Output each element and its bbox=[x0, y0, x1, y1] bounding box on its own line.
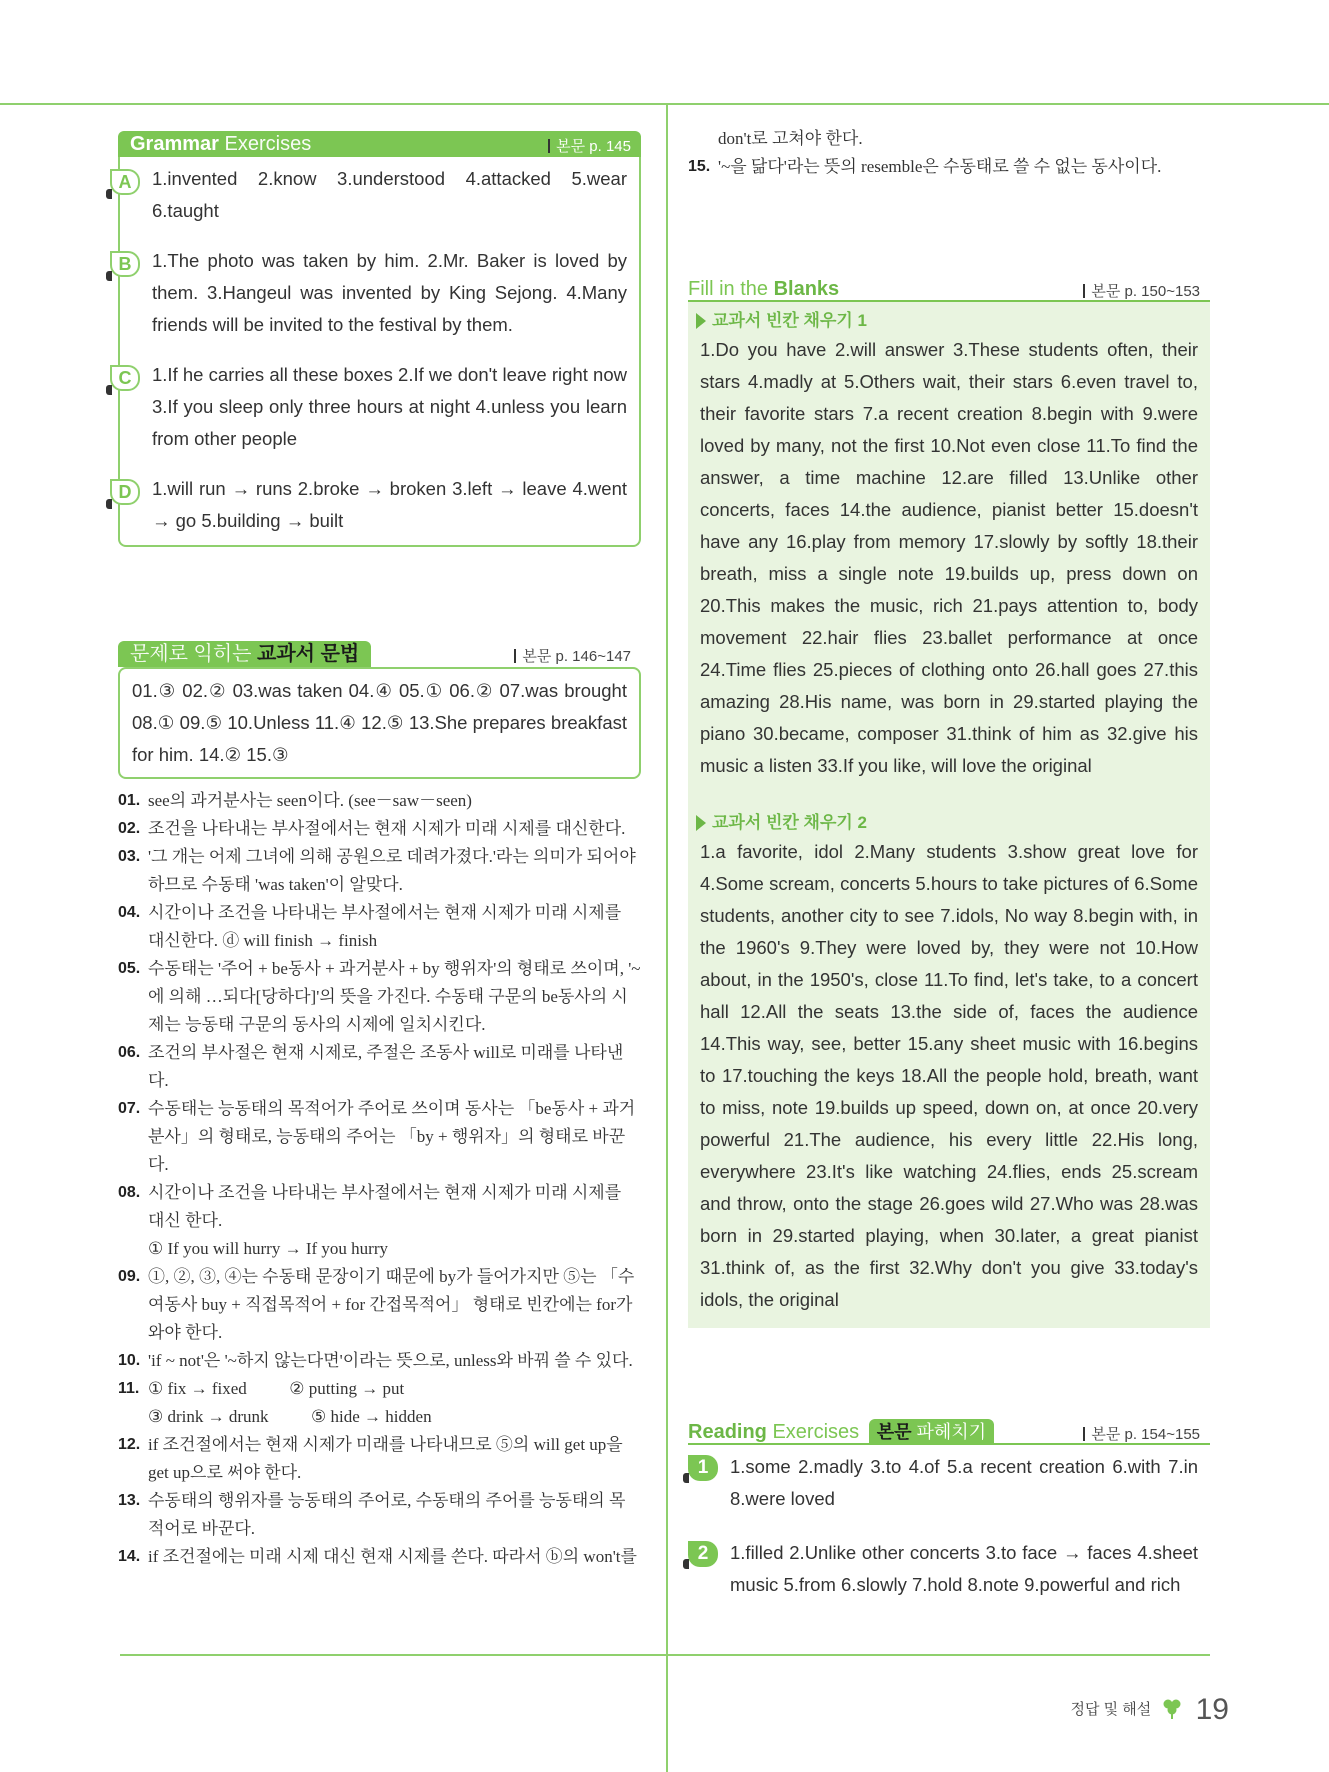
textbook-page-ref: 본문 p. 146~147 bbox=[514, 645, 631, 666]
fill-content bbox=[688, 302, 1210, 1328]
explanation-10 bbox=[118, 1347, 641, 1375]
fill-header bbox=[688, 276, 1210, 302]
explanation-num: 11. bbox=[118, 1380, 140, 1397]
explanation-05 bbox=[118, 955, 641, 1039]
grammar-title-bold: Grammar bbox=[130, 133, 219, 155]
explanation-num: 03. bbox=[118, 848, 141, 865]
grammar-group-b-answers: 1.The photo was taken by him. 2.Mr. Baker is loved by them. 3.Hangeul was invented by King Sejong. 4.Many friends will be invited to the festival by them. bbox=[152, 250, 627, 335]
fill-title bbox=[688, 276, 851, 302]
explanation-num: 08. bbox=[118, 1184, 141, 1201]
grammar-exercises-section bbox=[118, 131, 641, 547]
fill-subtitle-2: 교과서 빈칸 채우기 2 bbox=[700, 810, 1198, 836]
fill-section-1-answers: 1.Do you have 2.will answer 3.These students often, their stars 4.madly at 5.Others wait, their stars 6.even travel to, their favorite stars 7.a recent creation 8.begin with 9.were loved by many, not the first 10.Not even close 11.To find the answer, a time machine 12.are filled 13.Unlike other concerts, faces 14.the audience, pianist better 15.doesn't have any 16.play from memory 17.slowly by softly 18.their breath, miss a single note 19.builds up, press down on 20.This makes the music, rich 21.pays attention to, body movement 22.hair flies 23.ballet performance at once 24.Time flies 25.pieces of clothing onto 26.hall goes 27.this amazing 28.His name, was born in 29.started playing the piano 30.became, composer 31.think of him as 32.give his music a listen 33.If you like, will love the original bbox=[700, 339, 1198, 776]
reading-group-2 bbox=[697, 1537, 1198, 1601]
reading-badge-1: 1 bbox=[688, 1455, 718, 1481]
explanation-text: see의 과거분사는 seen이다. (see－saw－seen) bbox=[148, 791, 472, 810]
explanation-13 bbox=[118, 1487, 641, 1543]
explanation-04 bbox=[118, 899, 641, 955]
column-divider bbox=[666, 103, 668, 1772]
fill-section-2-answers: 1.a favorite, idol 2.Many students 3.show great love for 4.Some scream, concerts 5.hours to take pictures of 6.Some students, another city to see 7.idols, No way 8.begin with, in the 1960's 9.They were loved by, they were not 10.How about, in the 1950's, close 11.To find, let's take, to a concert hall 12.All the seats 13.the side of, faces the audience 14.This way, see, better 15.any sheet music with 16.begins to 17.touching the keys 18.All the people hold, breath, want to miss, note 19.builds up speed, down on, at once 20.very powerful 21.The audience, his every little 22.His long, everywhere 23.It's like watching 24.flies, ends 25.scream and throw, onto the stage 26.goes wild 27.Who was 28.was born in 29.started playing, when 30.later, a great pianist 31.think of, as the first 32.Why don't you give 33.today's idols, the original bbox=[700, 841, 1198, 1310]
grammar-title-light: Exercises bbox=[224, 133, 312, 155]
fill-title-light: Fill in the bbox=[688, 278, 769, 300]
explanation-text: 조건의 부사절은 현재 시제로, 주절은 조동사 will로 미래를 나타낸다. bbox=[148, 1043, 624, 1090]
explanation-text: '그 개는 어제 그녀에 의해 공원으로 데려가졌다.'라는 의미가 되어야 하므로 수동태 'was taken'이 알맞다. bbox=[148, 847, 636, 894]
fill-subtitle-1: 교과서 빈칸 채우기 1 bbox=[700, 308, 1198, 334]
reading-group-2-answers: 1.filled 2.Unlike other concerts 3.to face → faces 4.sheet music 5.from 6.slowly 7.hold 8.note 9.powerful and rich bbox=[730, 1542, 1198, 1595]
explanation-num: 04. bbox=[118, 904, 141, 921]
fill-title-bold: Blanks bbox=[773, 278, 840, 300]
group-badge-a: A bbox=[110, 169, 140, 195]
grammar-group-d-answers: 1.will run → runs 2.broke → broken 3.left → leave 4.went → go 5.building → built bbox=[152, 478, 627, 531]
explanation-text: ③ drink → drunk ⑤ hide → hidden bbox=[148, 1407, 432, 1426]
explanation-text: ①, ②, ③, ④는 수동태 문장이기 때문에 by가 들어가지만 ⑤는 「수여동사 buy + 직접목적어 + for 간접목적어」 형태로 빈칸에는 for가 와야 한다. bbox=[148, 1267, 635, 1342]
explanation-06 bbox=[118, 1039, 641, 1095]
explanation-15 bbox=[688, 153, 1210, 181]
textbook-title-light: 문제로 익히는 bbox=[130, 643, 252, 665]
textbook-header bbox=[118, 641, 641, 667]
grammar-group-c-answers: 1.If he carries all these boxes 2.If we don't leave right now 3.If you sleep only three hours at night 4.unless you learn from other people bbox=[152, 364, 627, 449]
explanation-num: 01. bbox=[118, 792, 141, 809]
explanation-num: 15. bbox=[688, 158, 711, 175]
explanation-07 bbox=[118, 1095, 641, 1179]
top-rule bbox=[0, 103, 1329, 105]
explanation-text: 'if ~ not'은 '~하지 않는다면'이라는 뜻으로, unless와 바꿔 쓸 수 있다. bbox=[148, 1351, 633, 1370]
reading-header bbox=[688, 1419, 1210, 1445]
explanation-12 bbox=[118, 1431, 641, 1487]
page-footer bbox=[1070, 1693, 1229, 1727]
reading-group-1 bbox=[697, 1451, 1198, 1515]
fill-header-line bbox=[688, 300, 1210, 302]
bottom-rule bbox=[120, 1654, 1210, 1656]
explanation-text: ① If you will hurry → If you hurry bbox=[148, 1239, 388, 1258]
textbook-answers: 01.③ 02.② 03.was taken 04.④ 05.① 06.② 07.was brought 08.① 09.⑤ 10.Unless 11.④ 12.⑤ 13.She prepares breakfast for him. 14.② 15.③ bbox=[132, 680, 627, 765]
footer-label: 정답 및 해설 bbox=[1070, 1701, 1152, 1718]
explanation-text: '~을 닮다'라는 뜻의 resemble은 수동태로 쓸 수 없는 동사이다. bbox=[718, 157, 1162, 176]
explanation-num: 05. bbox=[118, 960, 141, 977]
explanation-03 bbox=[118, 843, 641, 899]
explanation-08 bbox=[118, 1179, 641, 1235]
reading-badge-2: 2 bbox=[688, 1541, 718, 1567]
explanation-num: 09. bbox=[118, 1268, 141, 1285]
explanation-num: 02. bbox=[118, 820, 141, 837]
explanation-08-example bbox=[118, 1235, 641, 1263]
textbook-title-bold: 교과서 문법 bbox=[257, 643, 360, 665]
grammar-header bbox=[118, 131, 641, 157]
reading-group-1-answers: 1.some 2.madly 3.to 4.of 5.a recent creation 6.with 7.in 8.were loved bbox=[730, 1456, 1198, 1509]
explanation-14 bbox=[118, 1543, 641, 1571]
grammar-group-c bbox=[118, 359, 627, 455]
explanation-text: 시간이나 조건을 나타내는 부사절에서는 현재 시제가 미래 시제를 대신 한다. bbox=[148, 1183, 622, 1230]
reading-content bbox=[688, 1445, 1210, 1601]
explanation-01 bbox=[118, 787, 641, 815]
clover-icon bbox=[1161, 1697, 1183, 1719]
grammar-group-a bbox=[118, 163, 627, 227]
explanations-continued bbox=[688, 125, 1210, 181]
fill-page-ref: 본문 p. 150~153 bbox=[1083, 280, 1200, 301]
explanations-list bbox=[118, 787, 641, 1571]
explanation-14-cont bbox=[688, 125, 1210, 153]
grammar-answer-box bbox=[118, 157, 641, 547]
fill-in-blanks-section bbox=[688, 276, 1210, 1328]
textbook-header-line bbox=[328, 665, 641, 667]
textbook-answer-box bbox=[118, 667, 641, 779]
reading-title bbox=[688, 1419, 1006, 1445]
explanation-num: 12. bbox=[118, 1436, 141, 1453]
explanation-text: 수동태는 '주어 + be동사 + 과거분사 + by 행위자'의 형태로 쓰이며, '~에 의해 …되다[당하다]'의 뜻을 가진다. 수동태 구문의 be동사의 시제는 능동태 구문의 동사의 시제에 일치시킨다. bbox=[148, 959, 641, 1034]
fill-spacer bbox=[700, 782, 1198, 810]
group-badge-c: C bbox=[110, 365, 140, 391]
reading-tag-light: 파헤치기 bbox=[916, 1422, 987, 1442]
grammar-group-a-answers: 1.invented 2.know 3.understood 4.attacked 5.wear 6.taught bbox=[152, 168, 627, 221]
explanation-num: 13. bbox=[118, 1492, 141, 1509]
explanation-num: 14. bbox=[118, 1548, 141, 1565]
group-badge-d: D bbox=[110, 479, 140, 505]
reading-page-ref: 본문 p. 154~155 bbox=[1083, 1423, 1200, 1444]
explanation-02 bbox=[118, 815, 641, 843]
explanation-text: 시간이나 조건을 나타내는 부사절에서는 현재 시제가 미래 시제를 대신한다. ⓓ will finish → finish bbox=[148, 903, 622, 950]
grammar-group-d bbox=[118, 473, 627, 537]
textbook-title bbox=[118, 641, 371, 667]
explanation-text: don't로 고쳐야 한다. bbox=[718, 129, 863, 148]
group-badge-b: B bbox=[110, 251, 140, 277]
explanation-text: ① fix → fixed ② putting → put bbox=[148, 1379, 405, 1398]
explanation-11 bbox=[118, 1375, 641, 1403]
explanation-text: if 조건절에는 미래 시제 대신 현재 시제를 쓴다. 따라서 ⓑ의 won't를 bbox=[148, 1547, 637, 1566]
explanation-text: 조건을 나타내는 부사절에서는 현재 시제가 미래 시제를 대신한다. bbox=[148, 819, 626, 838]
grammar-page-ref: 본문 p. 145 bbox=[548, 135, 631, 156]
explanation-num: 06. bbox=[118, 1044, 141, 1061]
explanation-text: 수동태의 행위자를 능동태의 주어로, 수동태의 주어를 능동태의 목적어로 바꾼다. bbox=[148, 1491, 626, 1538]
explanation-text: 수동태는 능동태의 목적어가 주어로 쓰이며 동사는 「be동사 + 과거분사」의 형태로, 능동태의 주어는 「by + 행위자」의 형태로 바꾼다. bbox=[148, 1099, 636, 1174]
explanation-11-cont bbox=[118, 1403, 641, 1431]
reading-tag bbox=[869, 1419, 994, 1445]
explanation-num: 07. bbox=[118, 1100, 141, 1117]
explanation-text: if 조건절에서는 현재 시제가 미래를 나타내므로 ⑤의 will get up을 get up으로 써야 한다. bbox=[148, 1435, 623, 1482]
reading-title-bold: Reading bbox=[688, 1421, 767, 1443]
reading-title-light: Exercises bbox=[772, 1421, 860, 1443]
reading-header-line bbox=[688, 1443, 1210, 1445]
grammar-group-b bbox=[118, 245, 627, 341]
reading-exercises-section bbox=[688, 1419, 1210, 1619]
textbook-grammar-section bbox=[118, 641, 641, 779]
reading-tag-bold: 본문 bbox=[876, 1422, 912, 1442]
page-number: 19 bbox=[1195, 1693, 1229, 1726]
explanation-09 bbox=[118, 1263, 641, 1347]
explanation-num: 10. bbox=[118, 1352, 141, 1369]
